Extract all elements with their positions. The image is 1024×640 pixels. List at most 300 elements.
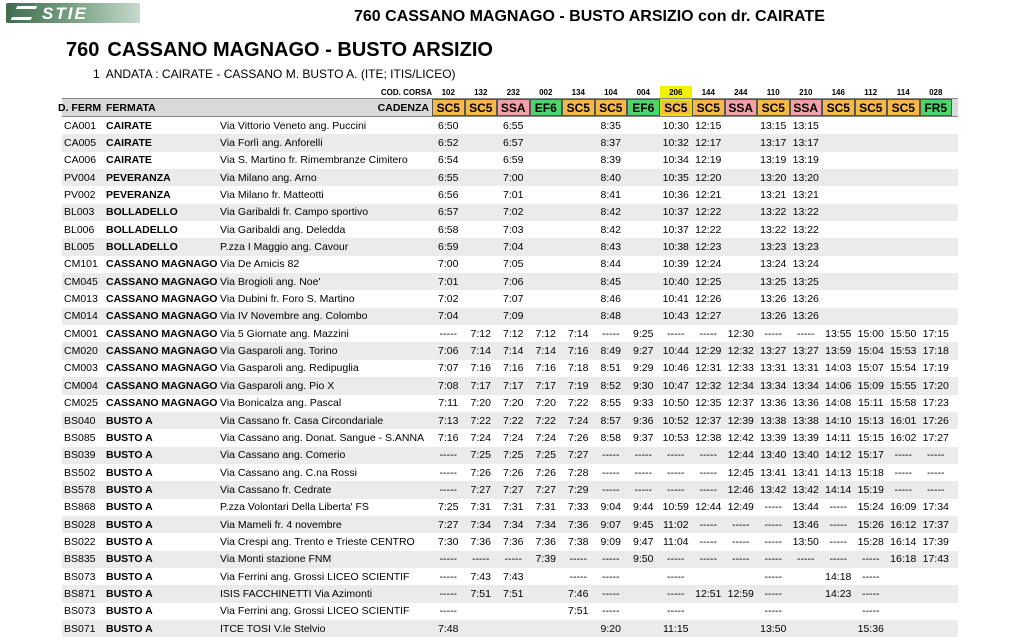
cadenza-badge: SSA: [497, 99, 530, 116]
time-cell: 13:21: [760, 189, 787, 202]
time-cell: 7:39: [535, 553, 556, 566]
time-cell: 8:55: [600, 397, 621, 410]
stop-address: P.zza I Maggio ang. Cavour: [220, 241, 349, 254]
time-cell: 12:19: [695, 154, 722, 167]
time-cell: -----: [894, 449, 912, 462]
cadenza-badge: SC5: [757, 99, 790, 116]
time-cell: [627, 204, 660, 221]
time-cell: 12:30: [727, 327, 754, 340]
time-cell: 7:34: [503, 518, 524, 531]
stop-code: BS868: [64, 501, 96, 514]
table-row: [62, 464, 958, 481]
time-cell: 13:24: [760, 258, 787, 271]
time-cell: -----: [829, 535, 847, 548]
time-cell: 12:27: [695, 310, 722, 323]
time-cell: 17:34: [922, 501, 949, 514]
stop-fermata: BUSTO A: [106, 553, 153, 566]
stop-fermata: BUSTO A: [106, 605, 153, 618]
time-cell: [562, 256, 595, 273]
time-cell: 12:35: [695, 397, 722, 410]
time-cell: [887, 238, 920, 255]
time-cell: 7:26: [503, 466, 524, 479]
time-cell: 12:17: [695, 137, 722, 150]
time-cell: 13:42: [760, 483, 787, 496]
time-cell: [465, 308, 498, 325]
table-row: [62, 325, 958, 342]
time-cell: 12:44: [695, 501, 722, 514]
time-cell: 13:15: [792, 119, 819, 132]
time-cell: [627, 603, 660, 620]
stop-fermata: BUSTO A: [106, 518, 153, 531]
time-cell: [725, 256, 758, 273]
time-cell: 9:37: [633, 431, 654, 444]
time-cell: 12:37: [695, 414, 722, 427]
table-row: [62, 342, 958, 359]
stop-address: Via Cassano fr. Casa Circondariale: [220, 414, 384, 427]
time-cell: -----: [927, 449, 945, 462]
cadenza-badge: SC5: [660, 99, 693, 116]
time-cell: -----: [699, 449, 717, 462]
corsa-code: 112: [864, 87, 878, 97]
stop-code: PV002: [64, 189, 96, 202]
time-cell: [822, 152, 855, 169]
time-cell: [725, 290, 758, 307]
time-cell: 9:30: [633, 379, 654, 392]
time-cell: [562, 273, 595, 290]
stop-fermata: BUSTO A: [106, 570, 153, 583]
time-cell: [725, 273, 758, 290]
time-cell: [627, 620, 660, 637]
time-cell: 17:20: [922, 379, 949, 392]
time-cell: 10:41: [662, 293, 689, 306]
stop-code: CM001: [64, 327, 98, 340]
time-cell: -----: [472, 553, 490, 566]
corsa-code: 102: [441, 87, 455, 97]
stop-fermata: PEVERANZA: [106, 189, 171, 202]
corsa-code: 004: [636, 87, 650, 97]
time-cell: 7:11: [438, 397, 459, 410]
time-cell: 15:36: [857, 622, 884, 635]
table-row: [62, 308, 958, 325]
time-cell: 8:41: [600, 189, 621, 202]
time-cell: 7:51: [568, 605, 589, 618]
time-cell: -----: [862, 570, 880, 583]
corsa-code: 206: [660, 86, 693, 98]
stop-address: Via Cassano ang. Donat. Sangue - S.ANNA: [220, 431, 425, 444]
time-cell: 10:52: [662, 414, 689, 427]
time-cell: 7:16: [503, 362, 524, 375]
stop-code: PV004: [64, 171, 96, 184]
time-cell: 15:58: [890, 397, 917, 410]
time-cell: 11:15: [663, 622, 689, 635]
time-cell: [822, 603, 855, 620]
time-cell: -----: [602, 483, 620, 496]
time-cell: [530, 290, 563, 307]
time-cell: 10:38: [662, 241, 689, 254]
time-cell: 12:37: [727, 397, 754, 410]
stop-code: BS073: [64, 605, 96, 618]
time-cell: 12:26: [695, 293, 722, 306]
time-cell: 10:44: [662, 345, 689, 358]
time-cell: [465, 186, 498, 203]
time-cell: 7:20: [470, 397, 491, 410]
time-cell: [920, 134, 953, 151]
time-cell: [920, 256, 953, 273]
time-cell: 7:51: [470, 587, 491, 600]
time-cell: 16:09: [890, 501, 917, 514]
time-cell: 9:45: [633, 518, 654, 531]
time-cell: 15:09: [857, 379, 884, 392]
table-row: [62, 533, 958, 550]
time-cell: [627, 238, 660, 255]
time-cell: -----: [439, 466, 457, 479]
time-cell: -----: [927, 466, 945, 479]
time-cell: 7:13: [438, 414, 459, 427]
time-cell: 13:17: [792, 137, 819, 150]
stop-code: BS835: [64, 553, 96, 566]
time-cell: 13:20: [792, 171, 819, 184]
time-cell: [530, 152, 563, 169]
page-header-title: 760 CASSANO MAGNAGO - BUSTO ARSIZIO con dr. CAIRATE: [354, 8, 825, 25]
stop-fermata: CAIRATE: [106, 154, 152, 167]
time-cell: 13:23: [760, 241, 787, 254]
time-cell: [855, 169, 888, 186]
time-cell: 8:52: [600, 379, 621, 392]
time-cell: 15:07: [857, 362, 884, 375]
time-cell: -----: [569, 570, 587, 583]
time-cell: 16:18: [890, 553, 917, 566]
time-cell: 13:59: [825, 345, 852, 358]
time-cell: [725, 152, 758, 169]
time-cell: 17:19: [922, 362, 949, 375]
time-cell: 13:41: [760, 466, 787, 479]
stop-fermata: CAIRATE: [106, 119, 152, 132]
stop-address: Via Vittorio Veneto ang. Puccini: [220, 119, 367, 132]
time-cell: 8:45: [600, 275, 621, 288]
table-row: [62, 134, 958, 151]
table-row: [62, 585, 958, 602]
time-cell: 7:24: [503, 431, 524, 444]
stop-address: Via Gasparoli ang. Torino: [220, 345, 338, 358]
time-cell: 7:16: [438, 431, 459, 444]
time-cell: [627, 308, 660, 325]
cadenza-badge: SSA: [790, 99, 823, 116]
time-cell: [530, 273, 563, 290]
time-cell: 14:06: [825, 379, 852, 392]
time-cell: 8:58: [600, 431, 621, 444]
time-cell: [465, 221, 498, 238]
time-cell: 6:59: [438, 241, 459, 254]
time-cell: -----: [764, 518, 782, 531]
table-row: [62, 256, 958, 273]
time-cell: 7:27: [438, 518, 459, 531]
col-code-header: D. FERM: [58, 101, 102, 114]
time-cell: 17:23: [922, 397, 949, 410]
time-cell: [562, 290, 595, 307]
time-cell: 8:35: [600, 119, 621, 132]
time-cell: -----: [634, 449, 652, 462]
time-cell: [562, 620, 595, 637]
table-row: [62, 152, 958, 169]
table-row: [62, 169, 958, 186]
time-cell: 13:22: [760, 206, 787, 219]
stop-fermata: BUSTO A: [106, 431, 153, 444]
stop-fermata: BOLLADELLO: [106, 223, 178, 236]
time-cell: 10:46: [662, 362, 689, 375]
time-cell: -----: [764, 501, 782, 514]
time-cell: [562, 221, 595, 238]
time-cell: 14:23: [825, 587, 852, 600]
time-cell: 17:15: [922, 327, 949, 340]
time-cell: 9:44: [633, 501, 654, 514]
time-cell: 8:49: [600, 345, 621, 358]
time-cell: 9:33: [633, 397, 654, 410]
stop-fermata: CASSANO MAGNAGO: [106, 293, 218, 306]
time-cell: 15:55: [890, 379, 917, 392]
time-cell: [725, 221, 758, 238]
time-cell: 10:59: [662, 501, 689, 514]
stop-address: Via Monti stazione FNM: [220, 553, 332, 566]
time-cell: 13:22: [792, 206, 819, 219]
time-cell: 12:15: [695, 119, 722, 132]
time-cell: -----: [764, 587, 782, 600]
time-cell: 13:25: [792, 275, 819, 288]
table-row: [62, 377, 958, 394]
time-cell: 9:25: [633, 327, 654, 340]
time-cell: 17:18: [922, 345, 949, 358]
time-cell: 10:37: [662, 223, 689, 236]
time-cell: 7:34: [535, 518, 556, 531]
time-cell: [920, 308, 953, 325]
time-cell: [887, 585, 920, 602]
stop-code: CM003: [64, 362, 98, 375]
time-cell: 10:34: [662, 154, 689, 167]
time-cell: 7:38: [568, 535, 589, 548]
table-header-row: [58, 98, 958, 117]
time-cell: [887, 186, 920, 203]
time-cell: [822, 308, 855, 325]
line-name: CASSANO MAGNAGO - BUSTO ARSIZIO: [107, 39, 493, 61]
time-cell: 10:36: [662, 189, 689, 202]
time-cell: -----: [602, 605, 620, 618]
time-cell: 15:13: [857, 414, 884, 427]
time-cell: 9:50: [633, 553, 654, 566]
timetable: [58, 86, 958, 637]
stop-address: Via Ferrini ang. Grossi LICEO SCIENTIF: [220, 605, 410, 618]
time-cell: [465, 204, 498, 221]
time-cell: 10:43: [662, 310, 689, 323]
time-cell: 12:24: [695, 258, 722, 271]
table-row: [62, 290, 958, 307]
time-cell: 13:34: [760, 379, 787, 392]
stop-address: ITCE TOSI V.le Stelvio: [220, 622, 326, 635]
time-cell: 7:02: [438, 293, 459, 306]
stop-address: Via Cassano fr. Cedrate: [220, 483, 332, 496]
time-cell: -----: [732, 535, 750, 548]
stop-address: Via IV Novembre ang. Colombo: [220, 310, 368, 323]
stop-code: CM045: [64, 275, 98, 288]
time-cell: 7:43: [470, 570, 491, 583]
time-cell: 7:17: [503, 379, 524, 392]
cadenza-badge: SSA: [725, 99, 758, 116]
stop-fermata: PEVERANZA: [106, 171, 171, 184]
stop-address: Via Cassano ang. Comerio: [220, 449, 346, 462]
cadenza-badge: SC5: [692, 99, 725, 116]
time-cell: 13:50: [760, 622, 787, 635]
corsa-code: 110: [766, 87, 780, 97]
stop-code: CM004: [64, 379, 98, 392]
time-cell: 7:29: [568, 483, 589, 496]
time-cell: 7:31: [470, 501, 491, 514]
time-cell: -----: [894, 483, 912, 496]
time-cell: 16:01: [890, 414, 917, 427]
time-cell: 7:09: [503, 310, 524, 323]
time-cell: 12:42: [727, 431, 754, 444]
stop-fermata: BUSTO A: [106, 449, 153, 462]
time-cell: [530, 117, 563, 134]
time-cell: 12:34: [727, 379, 754, 392]
table-row: [62, 447, 958, 464]
time-cell: 13:31: [792, 362, 819, 375]
time-cell: [887, 620, 920, 637]
time-cell: 8:42: [600, 206, 621, 219]
time-cell: 7:33: [568, 501, 589, 514]
stop-code: BL003: [64, 206, 95, 219]
direction-number: 1: [93, 67, 100, 81]
time-cell: 7:27: [470, 483, 491, 496]
time-cell: 7:30: [438, 535, 459, 548]
time-cell: 8:39: [600, 154, 621, 167]
time-cell: [855, 238, 888, 255]
time-cell: 9:20: [600, 622, 621, 635]
time-cell: 12:21: [695, 189, 722, 202]
time-cell: -----: [439, 605, 457, 618]
stop-fermata: CASSANO MAGNAGO: [106, 379, 218, 392]
time-cell: [627, 585, 660, 602]
time-cell: 7:22: [535, 414, 556, 427]
time-cell: 7:26: [470, 466, 491, 479]
time-cell: [530, 603, 563, 620]
time-cell: 9:36: [633, 414, 654, 427]
time-cell: 12:22: [695, 223, 722, 236]
time-cell: [562, 308, 595, 325]
corsa-code: 114: [896, 87, 910, 97]
time-cell: [530, 204, 563, 221]
time-cell: [562, 152, 595, 169]
time-cell: 7:01: [438, 275, 459, 288]
time-cell: -----: [699, 483, 717, 496]
time-cell: 6:54: [438, 154, 459, 167]
cadenza-badge: SC5: [595, 99, 628, 116]
stop-address: Via Gasparoli ang. Pio X: [220, 379, 335, 392]
time-cell: [530, 308, 563, 325]
time-cell: -----: [634, 483, 652, 496]
time-cell: [465, 603, 498, 620]
stop-fermata: CAIRATE: [106, 137, 152, 150]
time-cell: [887, 603, 920, 620]
time-cell: [562, 238, 595, 255]
time-cell: 10:35: [662, 171, 689, 184]
time-cell: 6:58: [438, 223, 459, 236]
time-cell: 10:39: [662, 258, 689, 271]
stop-address: Via S. Martino fr. Rimembranze Cimitero: [220, 154, 408, 167]
time-cell: 9:07: [600, 518, 621, 531]
time-cell: 13:40: [792, 449, 819, 462]
time-cell: 13:39: [792, 431, 819, 444]
time-cell: 8:46: [600, 293, 621, 306]
time-cell: -----: [894, 466, 912, 479]
time-cell: 14:13: [825, 466, 852, 479]
time-cell: -----: [667, 327, 685, 340]
table-row: [62, 204, 958, 221]
time-cell: [692, 568, 725, 585]
col-fermata-header: FERMATA: [106, 101, 156, 114]
time-cell: -----: [667, 570, 685, 583]
time-cell: -----: [634, 466, 652, 479]
time-cell: [497, 620, 530, 637]
time-cell: 15:26: [857, 518, 884, 531]
stop-address: P.zza Volontari Della Liberta' FS: [220, 501, 369, 514]
time-cell: [855, 134, 888, 151]
time-cell: [822, 256, 855, 273]
time-cell: 7:17: [535, 379, 556, 392]
time-cell: 7:06: [503, 275, 524, 288]
stop-fermata: CASSANO MAGNAGO: [106, 327, 218, 340]
time-cell: 10:47: [662, 379, 689, 392]
time-cell: [855, 308, 888, 325]
stop-fermata: BOLLADELLO: [106, 241, 178, 254]
time-cell: -----: [602, 570, 620, 583]
table-row: [62, 238, 958, 255]
stop-code: CA005: [64, 137, 97, 150]
table-row: [62, 186, 958, 203]
time-cell: [822, 117, 855, 134]
time-cell: 7:43: [503, 570, 524, 583]
time-cell: 13:41: [792, 466, 819, 479]
stop-address: Via Garibaldi fr. Campo sportivo: [220, 206, 369, 219]
time-cell: 13:26: [792, 310, 819, 323]
time-cell: 12:20: [695, 171, 722, 184]
time-cell: [465, 620, 498, 637]
stop-fermata: BUSTO A: [106, 466, 153, 479]
time-cell: [627, 186, 660, 203]
table-row: [62, 429, 958, 446]
time-cell: 14:08: [825, 397, 852, 410]
time-cell: 13:44: [792, 501, 819, 514]
time-cell: 15:53: [890, 345, 917, 358]
stop-fermata: CASSANO MAGNAGO: [106, 362, 218, 375]
time-cell: [887, 169, 920, 186]
corsa-code: 146: [831, 87, 845, 97]
time-cell: [887, 204, 920, 221]
time-cell: [790, 585, 823, 602]
time-cell: 10:30: [662, 119, 689, 132]
cadenza-badge: EF6: [627, 99, 660, 116]
corsa-code: 232: [506, 87, 520, 97]
time-cell: 13:22: [792, 223, 819, 236]
time-cell: [627, 117, 660, 134]
corsa-code: 002: [539, 87, 553, 97]
time-cell: 7:18: [568, 362, 589, 375]
time-cell: [855, 256, 888, 273]
time-cell: 13:26: [792, 293, 819, 306]
time-cell: 8:51: [600, 362, 621, 375]
time-cell: [887, 256, 920, 273]
time-cell: 6:55: [438, 171, 459, 184]
time-cell: 12:45: [727, 466, 754, 479]
stop-address: Via Dubini fr. Foro S. Martino: [220, 293, 355, 306]
time-cell: 16:02: [890, 431, 917, 444]
